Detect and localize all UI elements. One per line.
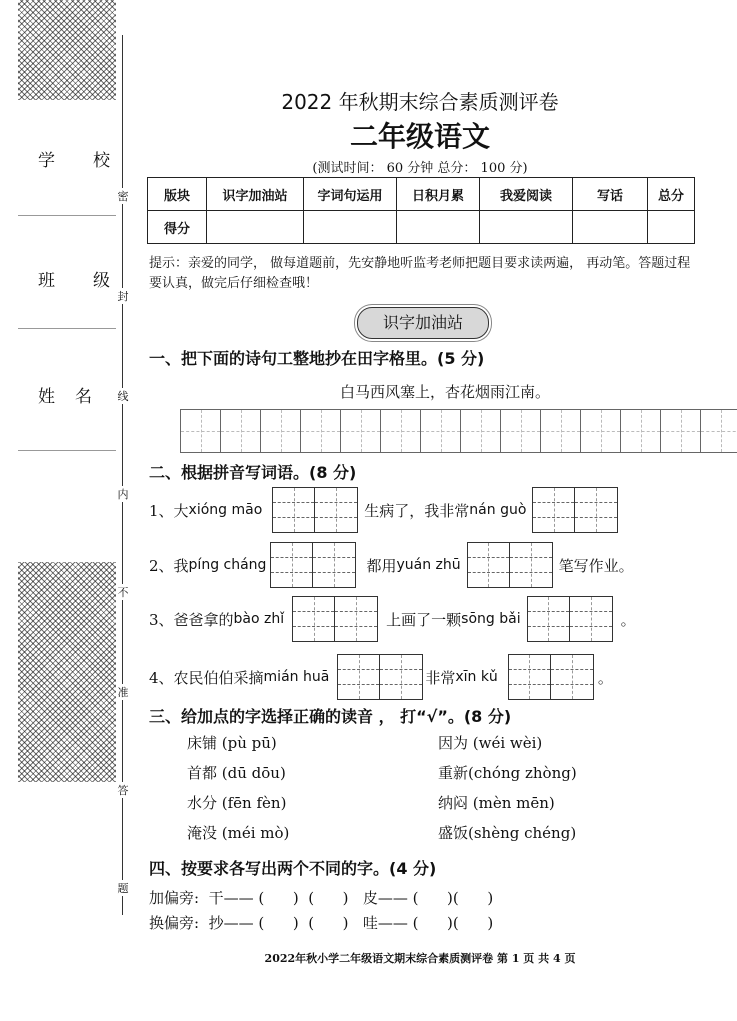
side-divider (18, 328, 116, 329)
pinyin-answer-grid[interactable] (508, 654, 594, 700)
pinyin-answer-grid[interactable] (467, 542, 553, 588)
q4-line-add-radical[interactable]: 加偏旁: 干—— ( ) ( ) 皮—— ( )( ) (149, 889, 494, 907)
reading-option[interactable]: 重新(chóng zhòng) (438, 764, 577, 782)
school-label: 学 校 (38, 151, 110, 171)
score-cell[interactable] (648, 211, 695, 244)
reading-option[interactable]: 盛饭(shèng chéng) (438, 824, 577, 842)
pinyin-answer-grid[interactable] (270, 542, 356, 588)
class-label: 班 级 (38, 271, 110, 291)
score-row-label: 得分 (148, 211, 207, 244)
score-cell[interactable] (573, 211, 648, 244)
q2-item: 4、农民伯伯采摘 mián huā 非常 xīn kǔ 。 (149, 654, 613, 700)
score-header: 字词句运用 (304, 178, 397, 211)
q2-item: 1、大 xióng māo 生病了，我非常 nán guò (149, 487, 618, 533)
reading-option[interactable]: 首都 (dū dōu) (187, 764, 286, 782)
side-hatch-top (18, 0, 116, 100)
score-header: 写话 (573, 178, 648, 211)
q2-heading: 二、根据拼音写词语。(8 分) (149, 463, 357, 482)
score-header: 总分 (648, 178, 695, 211)
side-hatch-bottom (18, 562, 116, 782)
pinyin-answer-grid[interactable] (292, 596, 378, 642)
q4-heading: 四、按要求各写出两个不同的字。(4 分) (149, 859, 437, 878)
tianzige-grid[interactable] (180, 409, 737, 453)
binding-char: 准 (117, 686, 129, 699)
score-header: 日积月累 (397, 178, 480, 211)
subject-title: 二年级语文 (349, 120, 490, 153)
name-label: 姓 名 (38, 387, 92, 407)
page-footer: 2022年秋小学二年级语文期末综合素质测评卷 第 1 页 共 4 页 (264, 952, 576, 965)
pinyin-answer-grid[interactable] (337, 654, 423, 700)
reading-option[interactable]: 纳闷 (mèn mēn) (438, 794, 555, 812)
pinyin-answer-grid[interactable] (527, 596, 613, 642)
binding-char: 封 (117, 290, 129, 303)
q3-heading: 三、给加点的字选择正确的读音 ， 打“√”。(8 分) (149, 707, 512, 726)
reading-option[interactable]: 床铺 (pù pū) (187, 734, 277, 752)
q4-line-change-radical[interactable]: 换偏旁: 抄—— ( ) ( ) 哇—— ( )( ) (149, 914, 494, 932)
section-label: 识字加油站 (357, 307, 489, 339)
pinyin-answer-grid[interactable] (272, 487, 358, 533)
reading-option[interactable]: 水分 (fēn fèn) (187, 794, 287, 812)
pinyin-answer-grid[interactable] (532, 487, 618, 533)
q1-poem: 白马西风塞上，杏花烟雨江南。 (340, 383, 551, 401)
exam-meta: (测试时间： 60 分钟 总分： 100 分) (312, 161, 528, 176)
reading-option[interactable]: 淹没 (méi mò) (187, 824, 290, 842)
reading-option[interactable]: 因为 (wéi wèi) (438, 734, 543, 752)
score-header: 版块 (148, 178, 207, 211)
score-header: 我爱阅读 (480, 178, 573, 211)
side-divider (18, 215, 116, 216)
q2-item: 3、爸爸拿的 bào zhǐ 上画了一颗 sōng bǎi 。 (149, 596, 636, 642)
score-header: 识字加油站 (207, 178, 304, 211)
binding-char: 密 (117, 190, 129, 203)
binding-char: 不 (117, 586, 129, 599)
exam-title: 2022 年秋期末综合素质测评卷 (281, 90, 559, 114)
score-cell[interactable] (397, 211, 480, 244)
side-divider (18, 450, 116, 451)
binding-char: 内 (117, 488, 129, 501)
score-cell[interactable] (480, 211, 573, 244)
q1-heading: 一、把下面的诗句工整地抄在田字格里。(5 分) (149, 349, 485, 368)
score-cell[interactable] (207, 211, 304, 244)
instructions-tip: 提示：亲爱的同学， 做每道题前，先安静地听监考老师把题目要求读两遍， 再动笔。答题过程要认真，做完后仔细检查哦！ (149, 256, 691, 291)
binding-char: 线 (117, 390, 129, 403)
score-table (147, 177, 695, 244)
binding-char: 题 (117, 882, 129, 895)
q2-item: 2、我 píng cháng 都用 yuán zhū 笔写作业。 (149, 542, 634, 588)
score-cell[interactable] (304, 211, 397, 244)
binding-char: 答 (117, 784, 129, 797)
